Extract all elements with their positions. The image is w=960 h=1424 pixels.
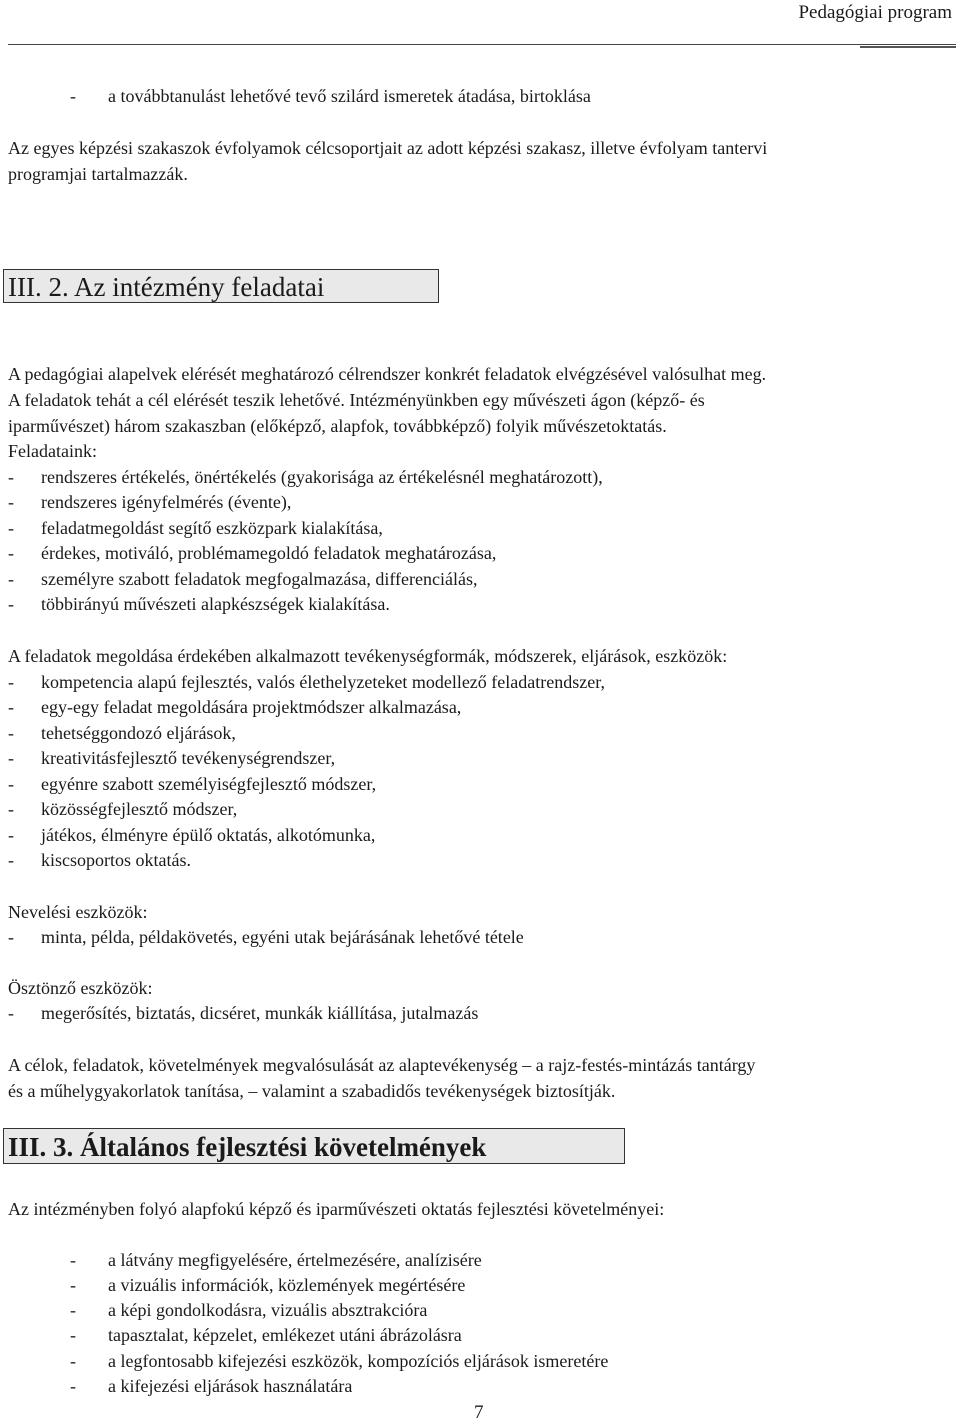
list-item: - játékos, élményre épülő oktatás, alkotómunka,: [8, 825, 376, 845]
list-item: - feladatmegoldást segítő eszközpark kialakítása,: [8, 518, 383, 538]
page-header-title: Pedagógiai program: [798, 2, 952, 23]
list-item: - tapasztalat, képzelet, emlékezet utáni ábrázolásra: [70, 1325, 462, 1345]
list-item: - megerősítés, biztatás, dicséret, munkák kiállítása, jutalmazás: [8, 1003, 479, 1023]
paragraph-line: A célok, feladatok, követelmények megvalósulását az alaptevékenység – a rajz-festés-mintázás tantárgy: [8, 1055, 756, 1075]
section-heading: III. 3. Általános fejlesztési követelmények: [3, 1128, 625, 1164]
list-item: - személyre szabott feladatok megfogalmazása, differenciálás,: [8, 569, 478, 589]
paragraph-line: Az intézményben folyó alapfokú képző és iparművészeti oktatás fejlesztési követelményei:: [8, 1199, 665, 1219]
list-item: - kiscsoportos oktatás.: [8, 850, 191, 870]
list-label: Ösztönző eszközök:: [8, 978, 153, 998]
paragraph-line: és a műhelygyakorlatok tanítása, – valamint a szabadidős tevékenységek biztosítják.: [8, 1081, 616, 1101]
list-item: - a továbbtanulást lehetővé tevő szilárd ismeretek átadása, birtoklása: [70, 86, 591, 106]
list-item: - minta, példa, példakövetés, egyéni utak bejárásának lehetővé tétele: [8, 927, 524, 947]
list-item: - a kifejezési eljárások használatára: [70, 1376, 353, 1396]
list-item: - a vizuális információk, közlemények megértésére: [70, 1275, 466, 1295]
header-divider-accent: [860, 46, 956, 48]
page-number: 7: [474, 1402, 484, 1423]
paragraph-line: programjai tartalmazzák.: [8, 164, 188, 184]
list-item: - kreativitásfejlesztő tevékenységrendszer,: [8, 748, 336, 768]
list-item: - többirányú művészeti alapkészségek kialakítása.: [8, 594, 390, 614]
paragraph-line: A feladatok tehát a cél elérését teszik lehetővé. Intézményünkben egy művészeti ágon (képző- és: [8, 390, 705, 410]
list-item: - a legfontosabb kifejezési eszközök, kompozíciós eljárások ismeretére: [70, 1351, 609, 1371]
list-item: - a látvány megfigyelésére, értelmezésére, analízisére: [70, 1250, 482, 1270]
list-item: - rendszeres igényfelmérés (évente),: [8, 492, 292, 512]
list-item: - egyénre szabott személyiségfejlesztő módszer,: [8, 774, 377, 794]
list-item: - közösségfejlesztő módszer,: [8, 799, 238, 819]
list-item: - tehetséggondozó eljárások,: [8, 723, 236, 743]
header-divider: [8, 44, 956, 45]
section-heading: III. 2. Az intézmény feladatai: [3, 269, 439, 303]
list-item: - kompetencia alapú fejlesztés, valós élethelyzeteket modellező feladatrendszer,: [8, 672, 606, 692]
list-item: - rendszeres értékelés, önértékelés (gyakorisága az értékelésnél meghatározott),: [8, 467, 603, 487]
list-label: Nevelési eszközök:: [8, 902, 148, 922]
paragraph-line: Az egyes képzési szakaszok évfolyamok célcsoportjait az adott képzési szakasz, illetve évfolyam tantervi: [8, 138, 768, 158]
list-item: - a képi gondolkodásra, vizuális absztrakcióra: [70, 1300, 428, 1320]
paragraph-line: iparművészet) három szakaszban (előképző, alapfok, továbbképző) folyik művészetoktatás.: [8, 416, 667, 436]
list-label: A feladatok megoldása érdekében alkalmazott tevékenységformák, módszerek, eljárások, eszközök:: [8, 646, 728, 666]
paragraph-line: A pedagógiai alapelvek elérését meghatározó célrendszer konkrét feladatok elvégzésével valósulhat meg.: [8, 364, 767, 384]
list-label: Feladataink:: [8, 441, 97, 461]
list-item: - egy-egy feladat megoldására projektmódszer alkalmazása,: [8, 697, 462, 717]
list-item: - érdekes, motiváló, problémamegoldó feladatok meghatározása,: [8, 543, 497, 563]
